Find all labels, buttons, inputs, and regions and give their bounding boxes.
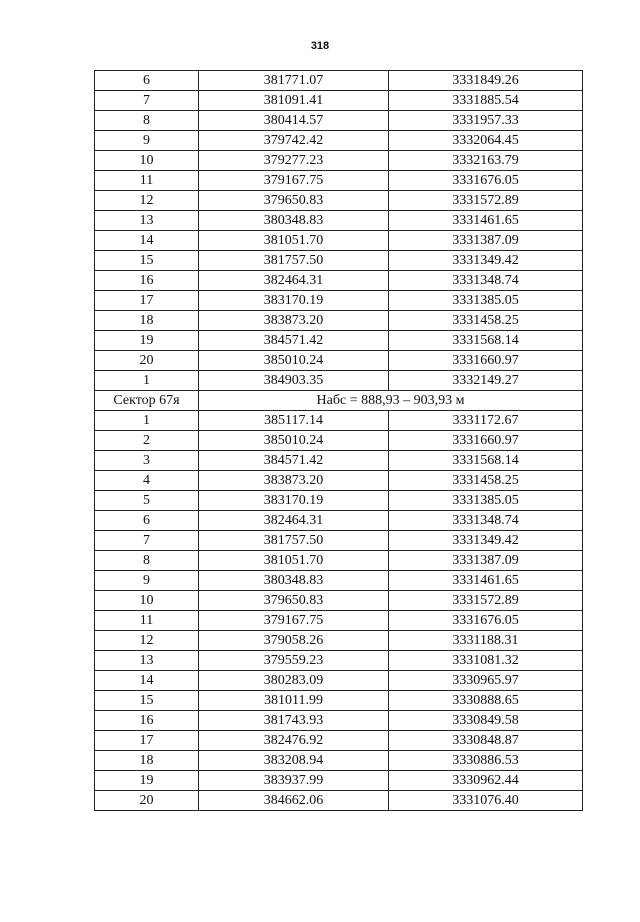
x-coordinate: 379650.83 bbox=[199, 191, 389, 211]
y-coordinate: 3331660.97 bbox=[389, 431, 583, 451]
table-row bbox=[95, 171, 583, 191]
point-number: 17 bbox=[95, 291, 199, 311]
y-coordinate: 3331076.40 bbox=[389, 791, 583, 811]
x-coordinate: 381771.07 bbox=[199, 71, 389, 91]
point-number: 7 bbox=[95, 531, 199, 551]
point-number: 11 bbox=[95, 171, 199, 191]
x-coordinate: 379650.83 bbox=[199, 591, 389, 611]
y-coordinate: 3331849.26 bbox=[389, 71, 583, 91]
y-coordinate: 3331458.25 bbox=[389, 471, 583, 491]
point-number: 4 bbox=[95, 471, 199, 491]
point-number: 9 bbox=[95, 131, 199, 151]
point-number: 18 bbox=[95, 751, 199, 771]
y-coordinate: 3331885.54 bbox=[389, 91, 583, 111]
point-number: 10 bbox=[95, 591, 199, 611]
sector-header-row bbox=[95, 391, 583, 411]
page-number: 318 bbox=[310, 40, 330, 52]
x-coordinate: 380348.83 bbox=[199, 571, 389, 591]
x-coordinate: 383873.20 bbox=[199, 311, 389, 331]
table-row bbox=[95, 771, 583, 791]
table-row bbox=[95, 231, 583, 251]
point-number: 1 bbox=[95, 411, 199, 431]
table-row bbox=[95, 371, 583, 391]
y-coordinate: 3331387.09 bbox=[389, 231, 583, 251]
point-number: 17 bbox=[95, 731, 199, 751]
table-row bbox=[95, 431, 583, 451]
point-number: 7 bbox=[95, 91, 199, 111]
x-coordinate: 383873.20 bbox=[199, 471, 389, 491]
y-coordinate: 3330962.44 bbox=[389, 771, 583, 791]
table-row bbox=[95, 471, 583, 491]
table-row bbox=[95, 331, 583, 351]
point-number: 8 bbox=[95, 551, 199, 571]
x-coordinate: 381011.99 bbox=[199, 691, 389, 711]
y-coordinate: 3331568.14 bbox=[389, 331, 583, 351]
table-row bbox=[95, 511, 583, 531]
y-coordinate: 3331387.09 bbox=[389, 551, 583, 571]
x-coordinate: 384571.42 bbox=[199, 331, 389, 351]
x-coordinate: 385010.24 bbox=[199, 351, 389, 371]
y-coordinate: 3330886.53 bbox=[389, 751, 583, 771]
y-coordinate: 3330848.87 bbox=[389, 731, 583, 751]
y-coordinate: 3331572.89 bbox=[389, 591, 583, 611]
table-row bbox=[95, 751, 583, 771]
y-coordinate: 3331660.97 bbox=[389, 351, 583, 371]
table-row bbox=[95, 291, 583, 311]
x-coordinate: 380348.83 bbox=[199, 211, 389, 231]
table-row bbox=[95, 271, 583, 291]
x-coordinate: 382464.31 bbox=[199, 271, 389, 291]
table-row bbox=[95, 411, 583, 431]
coordinates-table-body bbox=[95, 71, 583, 811]
table-row bbox=[95, 531, 583, 551]
x-coordinate: 379742.42 bbox=[199, 131, 389, 151]
y-coordinate: 3331957.33 bbox=[389, 111, 583, 131]
table-row bbox=[95, 351, 583, 371]
x-coordinate: 381757.50 bbox=[199, 251, 389, 271]
x-coordinate: 380414.57 bbox=[199, 111, 389, 131]
x-coordinate: 381051.70 bbox=[199, 231, 389, 251]
y-coordinate: 3331349.42 bbox=[389, 531, 583, 551]
y-coordinate: 3332149.27 bbox=[389, 371, 583, 391]
point-number: 11 bbox=[95, 611, 199, 631]
point-number: 15 bbox=[95, 691, 199, 711]
x-coordinate: 379058.26 bbox=[199, 631, 389, 651]
table-row bbox=[95, 151, 583, 171]
x-coordinate: 379277.23 bbox=[199, 151, 389, 171]
y-coordinate: 3332163.79 bbox=[389, 151, 583, 171]
coordinates-table bbox=[94, 70, 583, 811]
y-coordinate: 3331188.31 bbox=[389, 631, 583, 651]
y-coordinate: 3330965.97 bbox=[389, 671, 583, 691]
table-row bbox=[95, 111, 583, 131]
table-row bbox=[95, 651, 583, 671]
y-coordinate: 3331461.65 bbox=[389, 211, 583, 231]
point-number: 8 bbox=[95, 111, 199, 131]
y-coordinate: 3331348.74 bbox=[389, 271, 583, 291]
x-coordinate: 379167.75 bbox=[199, 611, 389, 631]
x-coordinate: 379559.23 bbox=[199, 651, 389, 671]
table-row bbox=[95, 631, 583, 651]
table-row bbox=[95, 691, 583, 711]
y-coordinate: 3331385.05 bbox=[389, 291, 583, 311]
table-row bbox=[95, 311, 583, 331]
point-number: 19 bbox=[95, 771, 199, 791]
x-coordinate: 380283.09 bbox=[199, 671, 389, 691]
point-number: 13 bbox=[95, 211, 199, 231]
point-number: 14 bbox=[95, 231, 199, 251]
y-coordinate: 3331458.25 bbox=[389, 311, 583, 331]
point-number: 6 bbox=[95, 511, 199, 531]
point-number: 20 bbox=[95, 791, 199, 811]
x-coordinate: 385117.14 bbox=[199, 411, 389, 431]
table-row bbox=[95, 211, 583, 231]
point-number: 12 bbox=[95, 631, 199, 651]
table-row bbox=[95, 711, 583, 731]
x-coordinate: 384903.35 bbox=[199, 371, 389, 391]
point-number: 16 bbox=[95, 711, 199, 731]
y-coordinate: 3330888.65 bbox=[389, 691, 583, 711]
x-coordinate: 383937.99 bbox=[199, 771, 389, 791]
table-row bbox=[95, 491, 583, 511]
x-coordinate: 383170.19 bbox=[199, 491, 389, 511]
table-row bbox=[95, 671, 583, 691]
y-coordinate: 3331081.32 bbox=[389, 651, 583, 671]
point-number: 12 bbox=[95, 191, 199, 211]
point-number: 16 bbox=[95, 271, 199, 291]
x-coordinate: 382476.92 bbox=[199, 731, 389, 751]
point-number: 10 bbox=[95, 151, 199, 171]
point-number: 2 bbox=[95, 431, 199, 451]
table-row bbox=[95, 731, 583, 751]
x-coordinate: 385010.24 bbox=[199, 431, 389, 451]
point-number: 3 bbox=[95, 451, 199, 471]
y-coordinate: 3331348.74 bbox=[389, 511, 583, 531]
table-row bbox=[95, 251, 583, 271]
table-row bbox=[95, 91, 583, 111]
table-row bbox=[95, 611, 583, 631]
table-row bbox=[95, 131, 583, 151]
y-coordinate: 3331172.67 bbox=[389, 411, 583, 431]
x-coordinate: 381091.41 bbox=[199, 91, 389, 111]
y-coordinate: 3331349.42 bbox=[389, 251, 583, 271]
x-coordinate: 383208.94 bbox=[199, 751, 389, 771]
table-row bbox=[95, 791, 583, 811]
table-row bbox=[95, 71, 583, 91]
y-coordinate: 3330849.58 bbox=[389, 711, 583, 731]
table-row bbox=[95, 591, 583, 611]
y-coordinate: 3331572.89 bbox=[389, 191, 583, 211]
x-coordinate: 381743.93 bbox=[199, 711, 389, 731]
y-coordinate: 3332064.45 bbox=[389, 131, 583, 151]
y-coordinate: 3331461.65 bbox=[389, 571, 583, 591]
x-coordinate: 381757.50 bbox=[199, 531, 389, 551]
point-number: 1 bbox=[95, 371, 199, 391]
point-number: 18 bbox=[95, 311, 199, 331]
sector-label: Сектор 67я bbox=[95, 391, 199, 411]
y-coordinate: 3331676.05 bbox=[389, 171, 583, 191]
y-coordinate: 3331568.14 bbox=[389, 451, 583, 471]
point-number: 20 bbox=[95, 351, 199, 371]
point-number: 19 bbox=[95, 331, 199, 351]
table-row bbox=[95, 551, 583, 571]
sector-height-range: Набс = 888,93 – 903,93 м bbox=[199, 391, 583, 411]
point-number: 13 bbox=[95, 651, 199, 671]
y-coordinate: 3331676.05 bbox=[389, 611, 583, 631]
point-number: 14 bbox=[95, 671, 199, 691]
x-coordinate: 382464.31 bbox=[199, 511, 389, 531]
x-coordinate: 383170.19 bbox=[199, 291, 389, 311]
x-coordinate: 384571.42 bbox=[199, 451, 389, 471]
table-row bbox=[95, 571, 583, 591]
table-row bbox=[95, 451, 583, 471]
point-number: 6 bbox=[95, 71, 199, 91]
x-coordinate: 379167.75 bbox=[199, 171, 389, 191]
x-coordinate: 381051.70 bbox=[199, 551, 389, 571]
point-number: 15 bbox=[95, 251, 199, 271]
y-coordinate: 3331385.05 bbox=[389, 491, 583, 511]
point-number: 9 bbox=[95, 571, 199, 591]
point-number: 5 bbox=[95, 491, 199, 511]
x-coordinate: 384662.06 bbox=[199, 791, 389, 811]
table-row bbox=[95, 191, 583, 211]
